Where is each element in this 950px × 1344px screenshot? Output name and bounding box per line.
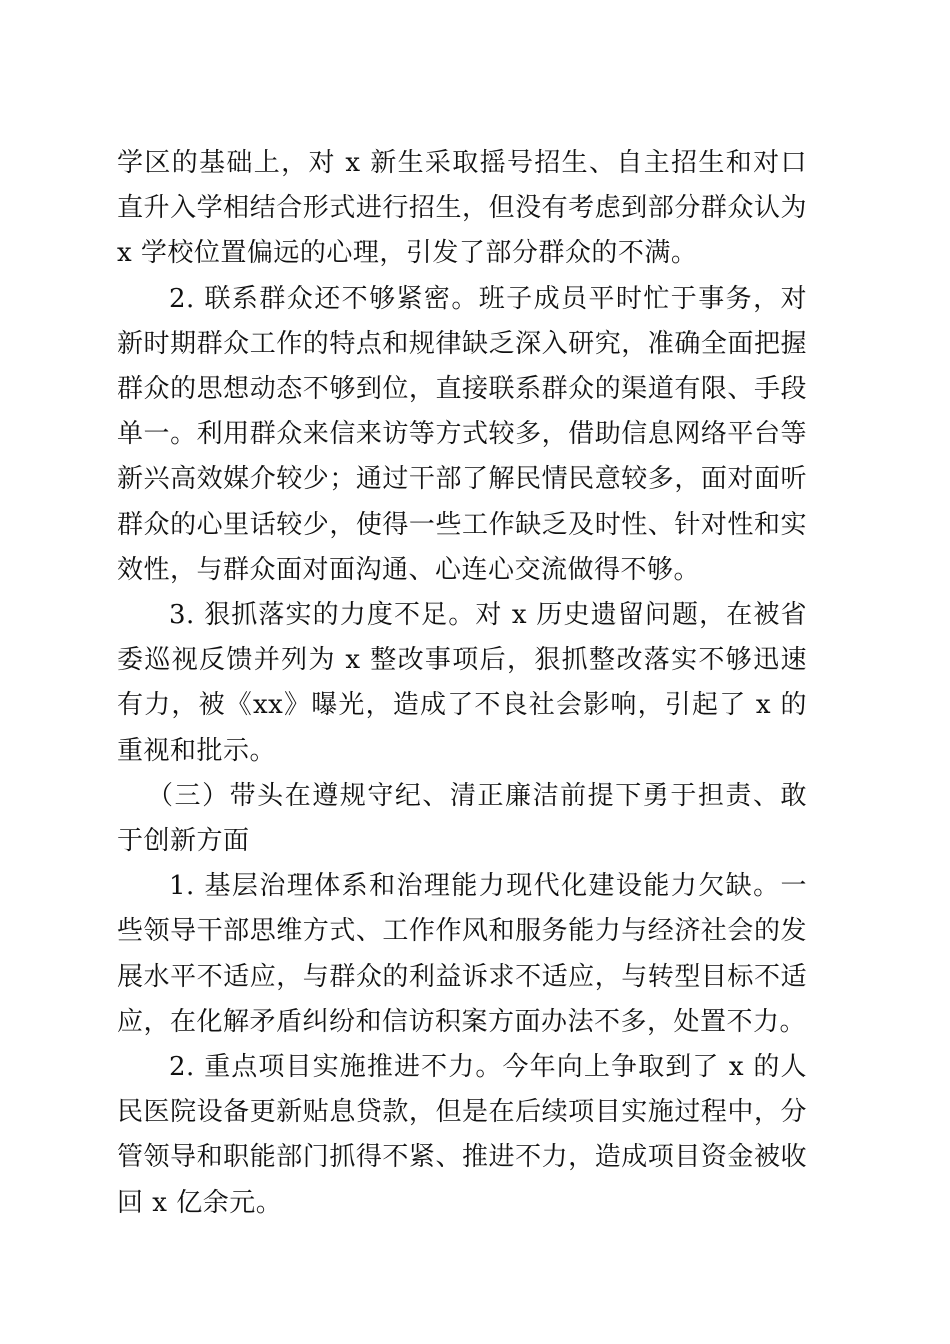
paragraph-continuation: 学区的基础上，对 x 新生采取摇号招生、自主招生和对口直升入学相结合形式进行招生，但没有考虑到部分群众认为 x 学校位置偏远的心理，引发了部分群众的不满。 [117,148,807,269]
document-body [117,141,807,1226]
paragraph-item-2-contact-masses: 2. 联系群众还不够紧密。班子成员平时忙于事务，对新时期群众工作的特点和规律缺乏深入研究，准确全面把握群众的思想动态不够到位，直接联系群众的渠道有限、手段单一。利用群众来信来访等方式较多，借助信息网络平台等新兴高效媒介较少；通过干部了解民情民意较多，面对面听群众的心里话较少，使得一些工作缺乏及时性、针对性和实效性，与群众面对面沟通、心连心交流做得不够。 [117,283,807,585]
section-heading-3: （三）带头在遵规守纪、清正廉洁前提下勇于担责、敢于创新方面 [117,780,807,857]
paragraph-item-2-key-projects: 2. 重点项目实施推进不力。今年向上争取到了 x 的人民医院设备更新贴息贷款，但是在后续项目实施过程中，分管领导和职能部门抓得不紧、推进不力，造成项目资金被收回 x 亿余元。 [117,1052,807,1218]
paragraph-item-3-implementation: 3. 狠抓落实的力度不足。对 x 历史遗留问题，在被省委巡视反馈并列为 x 整改事项后，狠抓整改落实不够迅速有力，被《xx》曝光，造成了不良社会影响，引起了 x 的重视和批示。 [117,600,807,766]
paragraph-item-1-governance: 1. 基层治理体系和治理能力现代化建设能力欠缺。一些领导干部思维方式、工作作风和服务能力与经济社会的发展水平不适应，与群众的利益诉求不适应，与转型目标不适应，在化解矛盾纠纷和信访积案方面办法不多，处置不力。 [117,871,807,1037]
